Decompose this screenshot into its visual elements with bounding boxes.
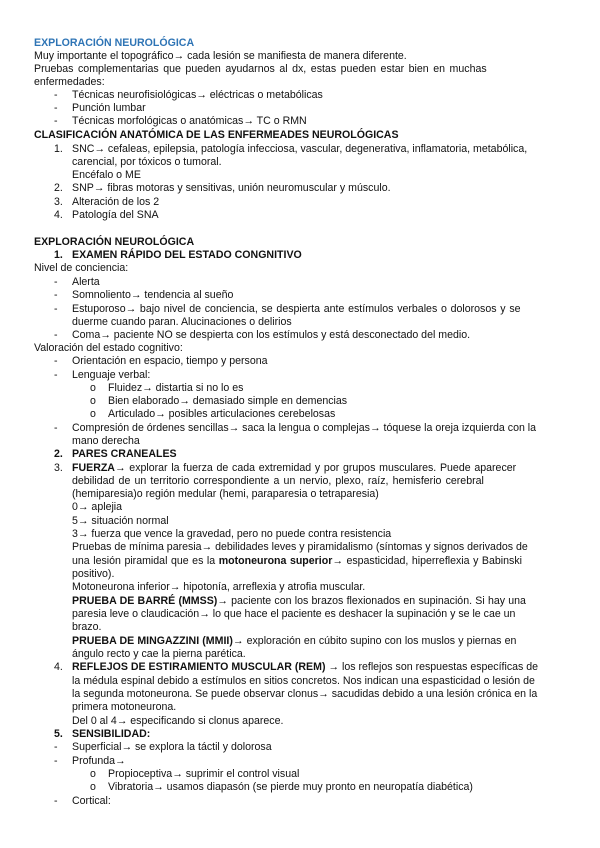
paragraph-line: Nivel de conciencia: — [34, 262, 129, 274]
dash-bullet: - — [54, 795, 58, 807]
paragraph-line: ángulo recto y cae la pierna parética. — [72, 648, 246, 660]
paragraph-line: la segunda motoneurona. Se puede observar clonus→ sacudidas debido a una lesión crónica en la — [72, 688, 538, 700]
subsection-heading: PARES CRANEALES — [72, 448, 177, 460]
list-item: duerme cuando paran. Alucinaciones o delirios — [72, 316, 292, 328]
sub-list-item: Articulado→ posibles articulaciones cerebelosas — [108, 408, 336, 420]
grade-line: 5→ situación normal — [72, 515, 169, 527]
list-item: Cortical: — [72, 795, 111, 807]
list-item: Técnicas neurofisiológicas→ eléctricas o metabólicas — [72, 89, 323, 101]
dash-bullet: - — [54, 115, 58, 127]
dash-bullet: - — [54, 89, 58, 101]
circle-bullet: o — [90, 408, 96, 420]
text-span: → espasticidad, hiperreflexia y Babinski — [332, 555, 522, 567]
item-number: 4. — [54, 661, 63, 673]
paragraph-line: debilidad de un territorio correspondiente a un nervio, plexo, raíz, hemisferio cerebral — [72, 475, 484, 487]
sub-list-item: Fluidez→ distartia si no lo es — [108, 382, 244, 394]
sub-list-item: Bien elaborado→ demasiado simple en demencias — [108, 395, 348, 407]
list-item: Encéfalo o ME — [72, 169, 141, 181]
list-item: Estuporoso→ bajo nivel de conciencia, se despierta ante estímulos verbales o dolorosos y se — [72, 303, 521, 315]
intro-line: enfermedades: — [34, 76, 105, 88]
paragraph-line: primera motoneurona. — [72, 701, 177, 713]
text-span: explorar la fuerza de cada extremidad y por grupos musculares. Puede aparecer — [125, 462, 517, 474]
paragraph-line: paresia leve o claudicación→ lo que hace el paciente es deshacer la supinación y se le cae un — [72, 608, 516, 620]
paragraph-line — [72, 595, 526, 608]
text-span: paciente con los brazos flexionados en supinación. Si hay una — [227, 595, 526, 607]
intro-line: Muy importante el topográfico→ cada lesión se manifiesta de manera diferente. — [34, 50, 407, 62]
dash-bullet: - — [54, 741, 58, 753]
paragraph-line: la médula espinal debido a estímulos en sitios concretos. Nos indican una espasticidad o lesión de — [72, 675, 535, 687]
list-item: Somnoliento→ tendencia al sueño — [72, 289, 234, 301]
item-number: 3. — [54, 462, 63, 474]
paragraph-line — [72, 661, 538, 674]
dash-bullet: - — [54, 422, 58, 434]
list-item: SNP→ fibras motoras y sensitivas, unión neuromuscular y músculo. — [72, 182, 391, 194]
subsection-heading: SENSIBILIDAD: — [72, 728, 151, 740]
paragraph-line — [72, 462, 516, 475]
list-item: Alteración de los 2 — [72, 196, 160, 208]
list-item: Lenguaje verbal: — [72, 369, 151, 381]
list-item: Punción lumbar — [72, 102, 146, 114]
mingazzini-heading: PRUEBA DE MINGAZZINI (MMII)→ — [72, 635, 244, 647]
item-number: 4. — [54, 209, 63, 221]
paragraph-line: brazo. — [72, 621, 102, 633]
list-item: SNC→ cefaleas, epilepsia, patología infecciosa, vascular, degenerativa, inflamatoria, metabólica, — [72, 143, 528, 155]
paragraph-line: Pruebas de mínima paresia→ debilidades leves y piramidalismo (síntomas y signos derivados de — [72, 541, 528, 553]
page-title: EXPLORACIÓN NEUROLÓGICA — [34, 37, 195, 49]
list-item: Alerta — [72, 276, 100, 288]
list-item: Técnicas morfológicas o anatómicas→ TC o RMN — [72, 115, 307, 127]
paragraph-line: Motoneurona inferior→ hipotonía, arreflexia y atrofia muscular. — [72, 581, 366, 593]
circle-bullet: o — [90, 382, 96, 394]
dash-bullet: - — [54, 102, 58, 114]
circle-bullet: o — [90, 781, 96, 793]
paragraph-line — [72, 555, 522, 568]
paragraph-line: (hemiparesia)o región medular (hemi, paraparesia o tetraparesia) — [72, 488, 379, 500]
dash-bullet: - — [54, 276, 58, 288]
intro-line: Pruebas complementarias que pueden ayudarnos al dx, estas pueden estar bien en muchas — [34, 63, 487, 75]
item-number: 3. — [54, 196, 63, 208]
list-item: Compresión de órdenes sencillas→ saca la lengua o complejas→ tóquese la oreja izquierda con la — [72, 422, 537, 434]
item-number: 2. — [54, 182, 63, 194]
dash-bullet: - — [54, 355, 58, 367]
fuerza-heading: FUERZA→ — [72, 462, 126, 474]
text-span: → los reflejos son respuestas específicas de — [325, 661, 539, 673]
sub-list-item: Vibratoria→ usamos diapasón (se pierde muy pronto en neuropatía diabética) — [108, 781, 473, 793]
section-heading: CLASIFICACIÓN ANATÓMICA DE LAS ENFERMEADES NEUROLÓGICAS — [34, 129, 399, 141]
rem-heading: REFLEJOS DE ESTIRAMIENTO MUSCULAR (REM) — [72, 661, 326, 673]
barre-heading: PRUEBA DE BARRÉ (MMSS)→ — [72, 595, 228, 607]
dash-bullet: - — [54, 755, 58, 767]
item-number: 1. — [54, 249, 63, 261]
bold-term: motoneurona superior — [218, 555, 333, 567]
dash-bullet: - — [54, 329, 58, 341]
circle-bullet: o — [90, 768, 96, 780]
list-item: Orientación en espacio, tiempo y persona — [72, 355, 268, 367]
subsection-heading: EXAMEN RÁPIDO DEL ESTADO CONGNITIVO — [72, 249, 302, 261]
grade-line: 0→ aplejia — [72, 501, 123, 513]
circle-bullet: o — [90, 395, 96, 407]
dash-bullet: - — [54, 289, 58, 301]
list-item: Profunda→ — [72, 755, 126, 767]
list-item: Patología del SNA — [72, 209, 159, 221]
text-span: exploración en cúbito supino con los muslos y piernas en — [243, 635, 517, 647]
list-item: Superficial→ se explora la táctil y dolorosa — [72, 741, 272, 753]
paragraph-line — [72, 635, 516, 648]
paragraph-line: positivo). — [72, 568, 115, 580]
dash-bullet: - — [54, 369, 58, 381]
sub-list-item: Propioceptiva→ suprimir el control visual — [108, 768, 300, 780]
dash-bullet: - — [54, 303, 58, 315]
item-number: 5. — [54, 728, 63, 740]
text-span: una lesión piramidal que es la — [72, 555, 219, 567]
list-item: mano derecha — [72, 435, 140, 447]
list-item: carencial, por tóxicos o tumoral. — [72, 156, 222, 168]
item-number: 1. — [54, 143, 63, 155]
list-item: Coma→ paciente NO se despierta con los estímulos y está desconectado del medio. — [72, 329, 471, 341]
section-heading: EXPLORACIÓN NEUROLÓGICA — [34, 236, 195, 248]
item-number: 2. — [54, 448, 63, 460]
grade-line: 3→ fuerza que vence la gravedad, pero no puede contra resistencia — [72, 528, 392, 540]
paragraph-line: Del 0 al 4→ especificando si clonus aparece. — [72, 715, 284, 727]
paragraph-line: Valoración del estado cognitivo: — [34, 342, 183, 354]
